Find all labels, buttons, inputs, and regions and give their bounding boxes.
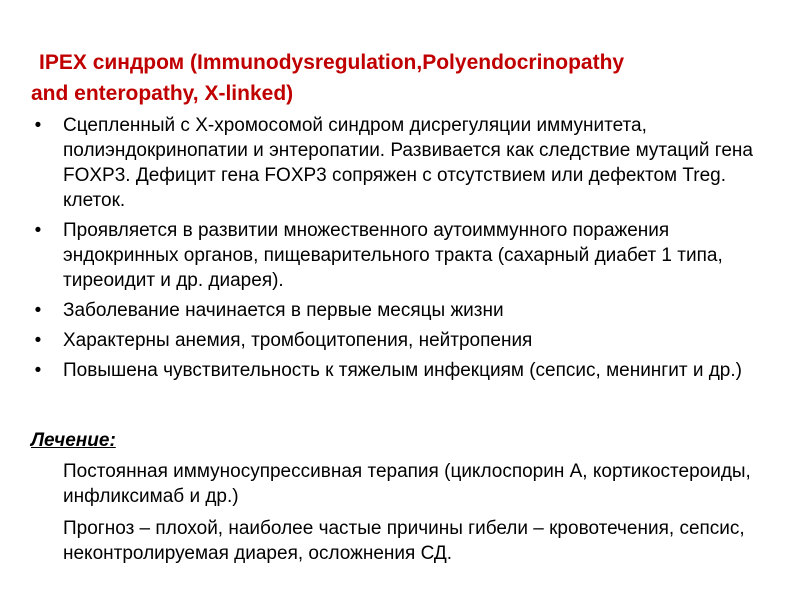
bullet-item: [31, 328, 771, 353]
bullet-icon: •: [34, 115, 42, 136]
bullet-item: [31, 218, 771, 293]
bullet-item: [31, 298, 771, 323]
bullet-item: [31, 358, 771, 383]
prognosis-paragraph: Прогноз – плохой, наиболее частые причины гибели – кровотечения, сепсис, неконтролируемая диарея, осложнения СД.: [63, 518, 745, 564]
bullet-icon: •: [34, 300, 42, 321]
bullet-icon: •: [34, 330, 42, 351]
title-line-1: IPEX синдром (Immunodysregulation,Polyendocrinopathy: [39, 51, 625, 74]
treatment-heading: Лечение:: [31, 430, 116, 451]
bullet-icon: •: [34, 360, 42, 381]
bullet-text: Заболевание начинается в первые месяцы жизни: [63, 300, 504, 321]
bullet-text: Характерны анемия, тромбоцитопения, нейтропения: [63, 330, 533, 351]
title-line-2: and enteropathy, X-linked): [31, 82, 294, 105]
bullet-item: [31, 113, 771, 213]
bullet-list: [31, 113, 771, 388]
slide-title: [31, 47, 791, 109]
bullet-text: Проявляется в развитии множественного аутоиммунного поражения эндокринных органов, пищеварительного тракта (сахарный диабет 1 типа, тиреоидит и др. диарея).: [63, 220, 723, 291]
treatment-paragraph: Постоянная иммуносупрессивная терапия (циклоспорин А, кортикостероиды, инфликсимаб и др.): [63, 461, 751, 507]
bullet-text: Повышена чувствительность к тяжелым инфекциям (сепсис, менингит и др.): [63, 360, 742, 381]
bullet-icon: •: [34, 220, 42, 241]
bullet-text: Сцепленный с X-хромосомой синдром дисрегуляции иммунитета, полиэндокринопатии и энтеропатии. Развивается как следствие мутаций гена FOXP3. Дефицит гена FOXP3 сопряжен с отсутствием или дефектом Treg. клеток.: [63, 115, 753, 211]
